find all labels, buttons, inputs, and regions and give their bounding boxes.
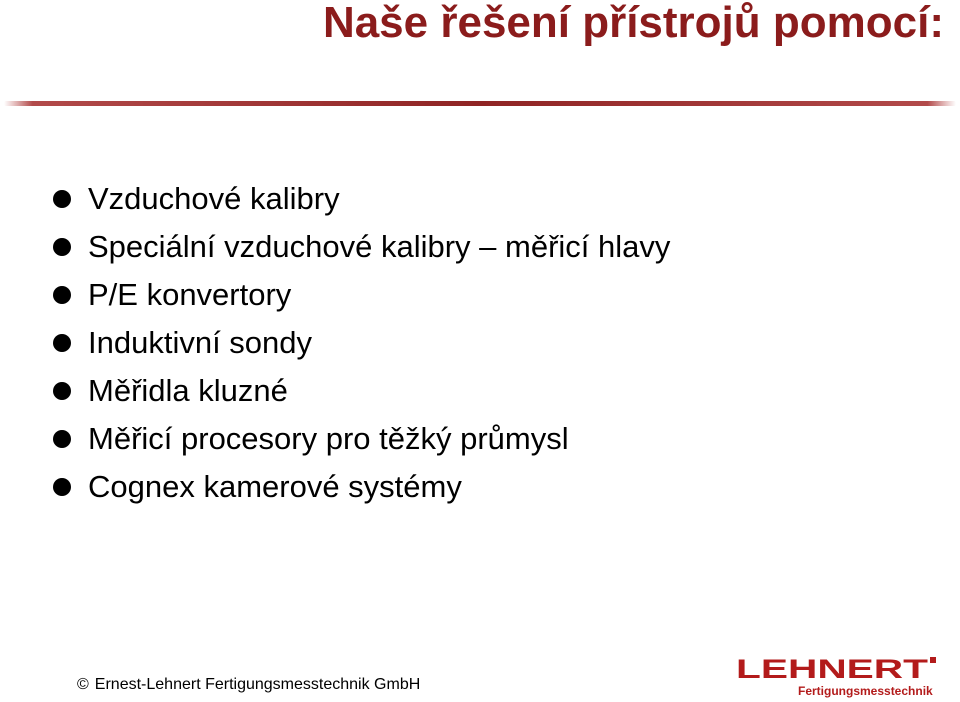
list-item-text: Vzduchové kalibry — [88, 181, 340, 216]
footer-copyright — [77, 676, 420, 694]
title-divider — [4, 101, 956, 106]
footer-company-name: Ernest-Lehnert Fertigungsmesstechnik GmbH — [94, 676, 421, 693]
list-item-text: Cognex kamerové systémy — [88, 469, 462, 504]
list-item-text: Měřidla kluzné — [88, 373, 288, 408]
bullet-icon — [53, 238, 71, 256]
bullet-icon — [53, 190, 71, 208]
slide-title: Naše řešení přístrojů pomocí: — [322, 0, 944, 47]
bullet-icon — [53, 334, 71, 352]
bullet-icon — [53, 286, 71, 304]
list-item-text: Speciální vzduchové kalibry – měřicí hlavy — [88, 229, 671, 264]
logo-registered-mark — [930, 657, 936, 663]
logo-wordmark-text: LEHNERT — [736, 655, 929, 680]
copyright-icon: © — [77, 676, 89, 693]
bullet-icon — [53, 430, 71, 448]
logo-subtitle: Fertigungsmesstechnik — [798, 684, 933, 698]
list-item-text: Měřicí procesory pro těžký průmysl — [88, 421, 569, 456]
logo-wordmark — [736, 655, 936, 680]
list-item-text: Induktivní sondy — [88, 325, 313, 360]
company-logo — [736, 655, 936, 699]
bullet-icon — [53, 478, 71, 496]
bullet-icon — [53, 382, 71, 400]
list-item-text: P/E konvertory — [88, 277, 292, 312]
